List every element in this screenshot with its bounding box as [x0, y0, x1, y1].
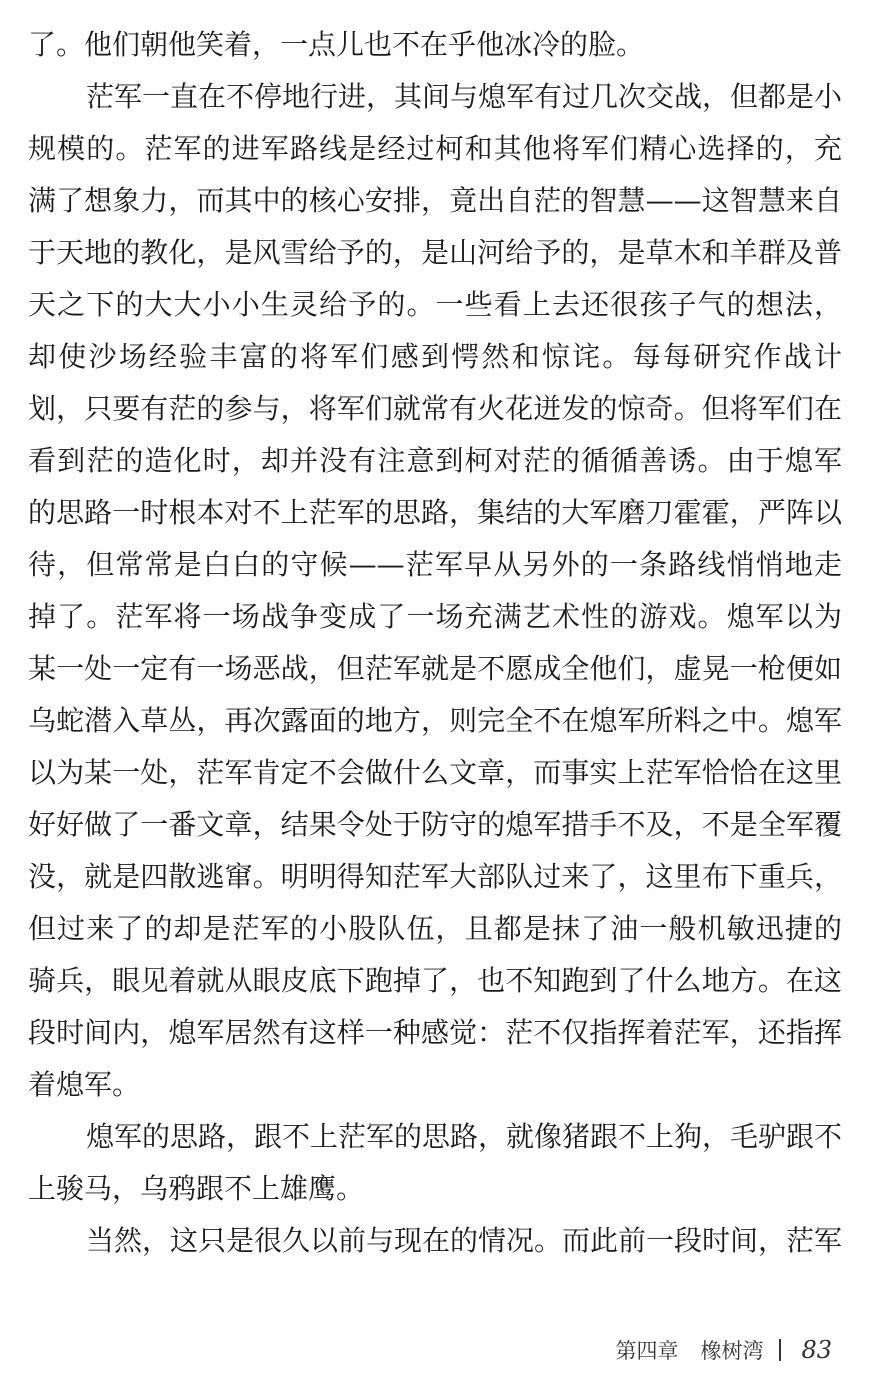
body-text	[28, 19, 842, 1267]
text-line: 没，就是四散逃窜。明明得知茫军大部队过来了，这里布下重兵，	[28, 860, 842, 893]
text-line: 当然，这只是很久以前与现在的情况。而此前一段时间，茫军	[86, 1224, 843, 1257]
text-line: 熄军的思路，跟不上茫军的思路，就像猪跟不上狗，毛驴跟不	[86, 1120, 843, 1153]
text-line: 于天地的教化，是风雪给予的，是山河给予的，是草木和羊群及普	[28, 236, 842, 269]
text-line: 骑兵，眼见着就从眼皮底下跑掉了，也不知跑到了什么地方。在这	[28, 964, 842, 997]
text-line: 掉了。茫军将一场战争变成了一场充满艺术性的游戏。熄军以为	[28, 600, 842, 633]
text-line: 天之下的大大小小生灵给予的。一些看上去还很孩子气的想法，	[28, 288, 842, 321]
chapter-title: 橡树湾	[700, 1339, 764, 1363]
text-line: 以为某一处，茫军肯定不会做什么文章，而事实上茫军恰恰在这里	[28, 756, 842, 789]
text-line: 却使沙场经验丰富的将军们感到愕然和惊诧。每每研究作战计	[28, 340, 842, 373]
text-line: 某一处一定有一场恶战，但茫军就是不愿成全他们，虚晃一枪便如	[28, 652, 842, 685]
text-line: 茫军一直在不停地行进，其间与熄军有过几次交战，但都是小	[86, 80, 843, 113]
text-line: 上骏马，乌鸦跟不上雄鹰。	[28, 1172, 365, 1205]
footer-divider	[779, 1339, 781, 1361]
text-line: 的思路一时根本对不上茫军的思路，集结的大军磨刀霍霍，严阵以	[28, 496, 842, 529]
text-line: 了。他们朝他笑着，一点儿也不在乎他冰冷的脸。	[28, 28, 645, 61]
text-line: 划，只要有茫的参与，将军们就常有火花迸发的惊奇。但将军们在	[28, 392, 842, 425]
text-line: 待，但常常是白白的守候——茫军早从另外的一条路线悄悄地走	[28, 548, 842, 581]
page-number: 83	[801, 1336, 832, 1364]
text-line: 满了想象力，而其中的核心安排，竟出自茫的智慧——这智慧来自	[28, 184, 842, 217]
text-line: 乌蛇潜入草丛，再次露面的地方，则完全不在熄军所料之中。熄军	[28, 704, 842, 737]
text-line: 着熄军。	[28, 1068, 141, 1101]
page-footer	[615, 1330, 832, 1370]
text-line: 段时间内，熄军居然有这样一种感觉：茫不仅指挥着茫军，还指挥	[28, 1016, 842, 1049]
text-line: 好好做了一番文章，结果令处于防守的熄军措手不及，不是全军覆	[28, 808, 842, 841]
text-line: 看到茫的造化时，却并没有注意到柯对茫的循循善诱。由于熄军	[28, 444, 842, 477]
text-line: 规模的。茫军的进军路线是经过柯和其他将军们精心选择的，充	[28, 132, 842, 165]
chapter-label: 第四章	[615, 1339, 679, 1363]
text-line: 但过来了的却是茫军的小股队伍，且都是抹了油一般机敏迅捷的	[28, 912, 842, 945]
